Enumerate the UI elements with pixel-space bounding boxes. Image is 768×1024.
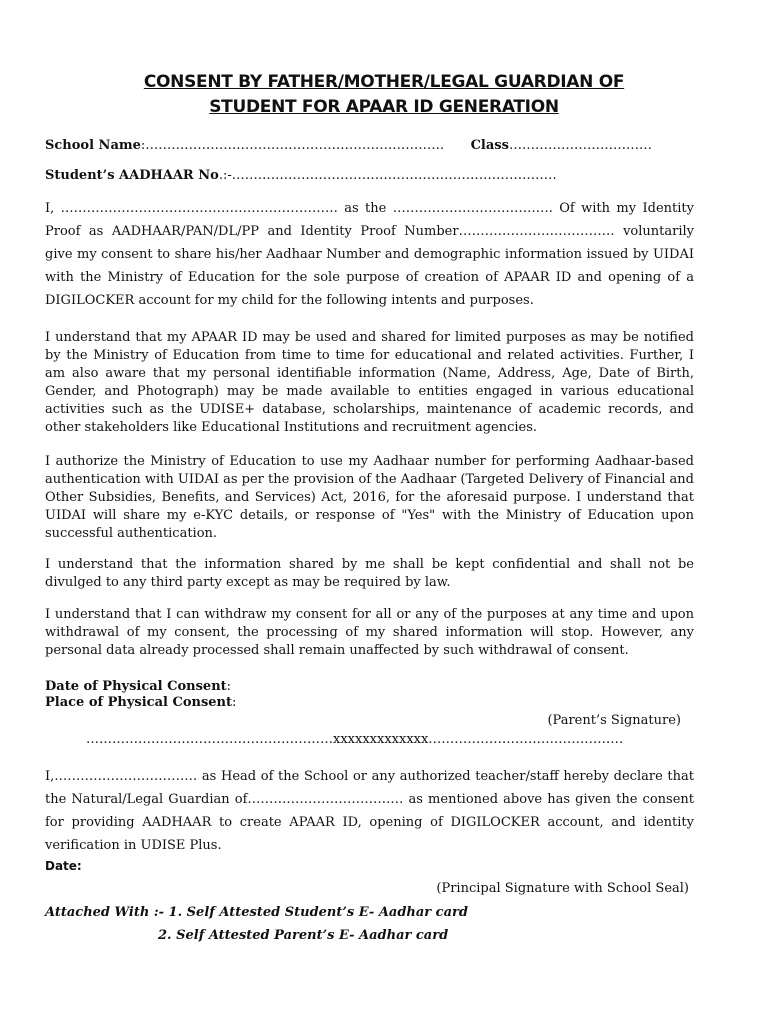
paragraph-confidentiality: I understand that the information shared by me shall be kept confidential and shall not be divulged to any third party except as may be required by law. <box>45 557 694 590</box>
class-label: Class <box>470 138 509 153</box>
school-name-label: School Name <box>45 138 141 153</box>
paragraph-consent-intro: I, ………………………………………………………. as the ………………………………. Of with my Identity Proof as AADHAAR/PAN/DL/PP and Identity Proof Number……………………………… voluntarily give my consent to share his/her Aadhaar Number and demographic information issued by UIDAI with the Ministry of Education for the sole purpose of creation of APAAR ID and opening of a DIGILOCKER account for my child for the following intents and purposes. <box>45 201 694 308</box>
date-of-consent-label: Date of Physical Consent <box>45 679 227 694</box>
place-colon: : <box>232 695 237 710</box>
declaration-date-label: Date: <box>45 859 82 873</box>
principal-signature-label: (Principal Signature with School Seal) <box>436 881 689 896</box>
school-class-row <box>45 137 694 155</box>
attachment-line-1: Attached With :- 1. Self Attested Student’s E- Aadhar card <box>45 905 468 920</box>
date-colon: : <box>226 679 232 694</box>
paragraph-authorization: I authorize the Ministry of Education to use my Aadhaar number for performing Aadhaar-based authentication with UIDAI as per the provision of the Aadhaar (Targeted Delivery of Financial and Other Subsidies, Benefits, and Services) Act, 2016, for the aforesaid purpose. I understand that UIDAI will share my e-KYC details, or response of "Yes" with the Ministry of Education upon successful authentication. <box>45 454 694 541</box>
form-title <box>0 70 768 120</box>
place-of-consent-label: Place of Physical Consent <box>45 695 232 710</box>
paragraph-apaar-usage: I understand that my APAAR ID may be used and shared for limited purposes as may be notified by the Ministry of Education from time to time for educational and related activities. Further, I am also aware that my personal identifiable information (Name, Address, Age, Date of Birth, Gender, and Photograph) may be made available to entities engaged in various educational activities such as the UDISE+ database, scholarships, maintenance of academic records, and other stakeholders like Educational Institutions and recruitment agencies. <box>45 330 694 435</box>
class-blank: …………………………… <box>508 138 652 153</box>
attachment-line-2: 2. Self Attested Parent’s E- Aadhar card <box>158 928 449 943</box>
title-line-2: STUDENT FOR APAAR ID GENERATION <box>209 97 559 117</box>
paragraph-head-declaration: I,…………………………… as Head of the School or any authorized teacher/staff hereby declare that the Natural/Legal Guardian of……………………………… as mentioned above has given the consent for providing AADHAAR to create APAAR ID, opening of DIGILOCKER account, and identity verification in UDISE Plus. <box>45 769 694 853</box>
title-line-1: CONSENT BY FATHER/MOTHER/LEGAL GUARDIAN OF <box>143 72 625 92</box>
section-separator: …………………………………………………xxxxxxxxxxxxx……………………………………… <box>86 732 624 747</box>
aadhaar-blank: .:-………………………………………………………………… <box>218 168 557 183</box>
place-of-consent-row <box>45 694 694 712</box>
school-name-blank: :…………………………………………………………… <box>140 138 445 153</box>
aadhaar-row <box>45 167 694 185</box>
parent-signature-label: (Parent’s Signature) <box>547 713 681 728</box>
paragraph-withdrawal: I understand that I can withdraw my consent for all or any of the purposes at any time and upon withdrawal of my consent, the processing of my shared information will stop. However, any personal data already processed shall remain unaffected by such withdrawal of consent. <box>45 607 694 658</box>
aadhaar-label: Student’s AADHAAR No <box>45 168 219 183</box>
